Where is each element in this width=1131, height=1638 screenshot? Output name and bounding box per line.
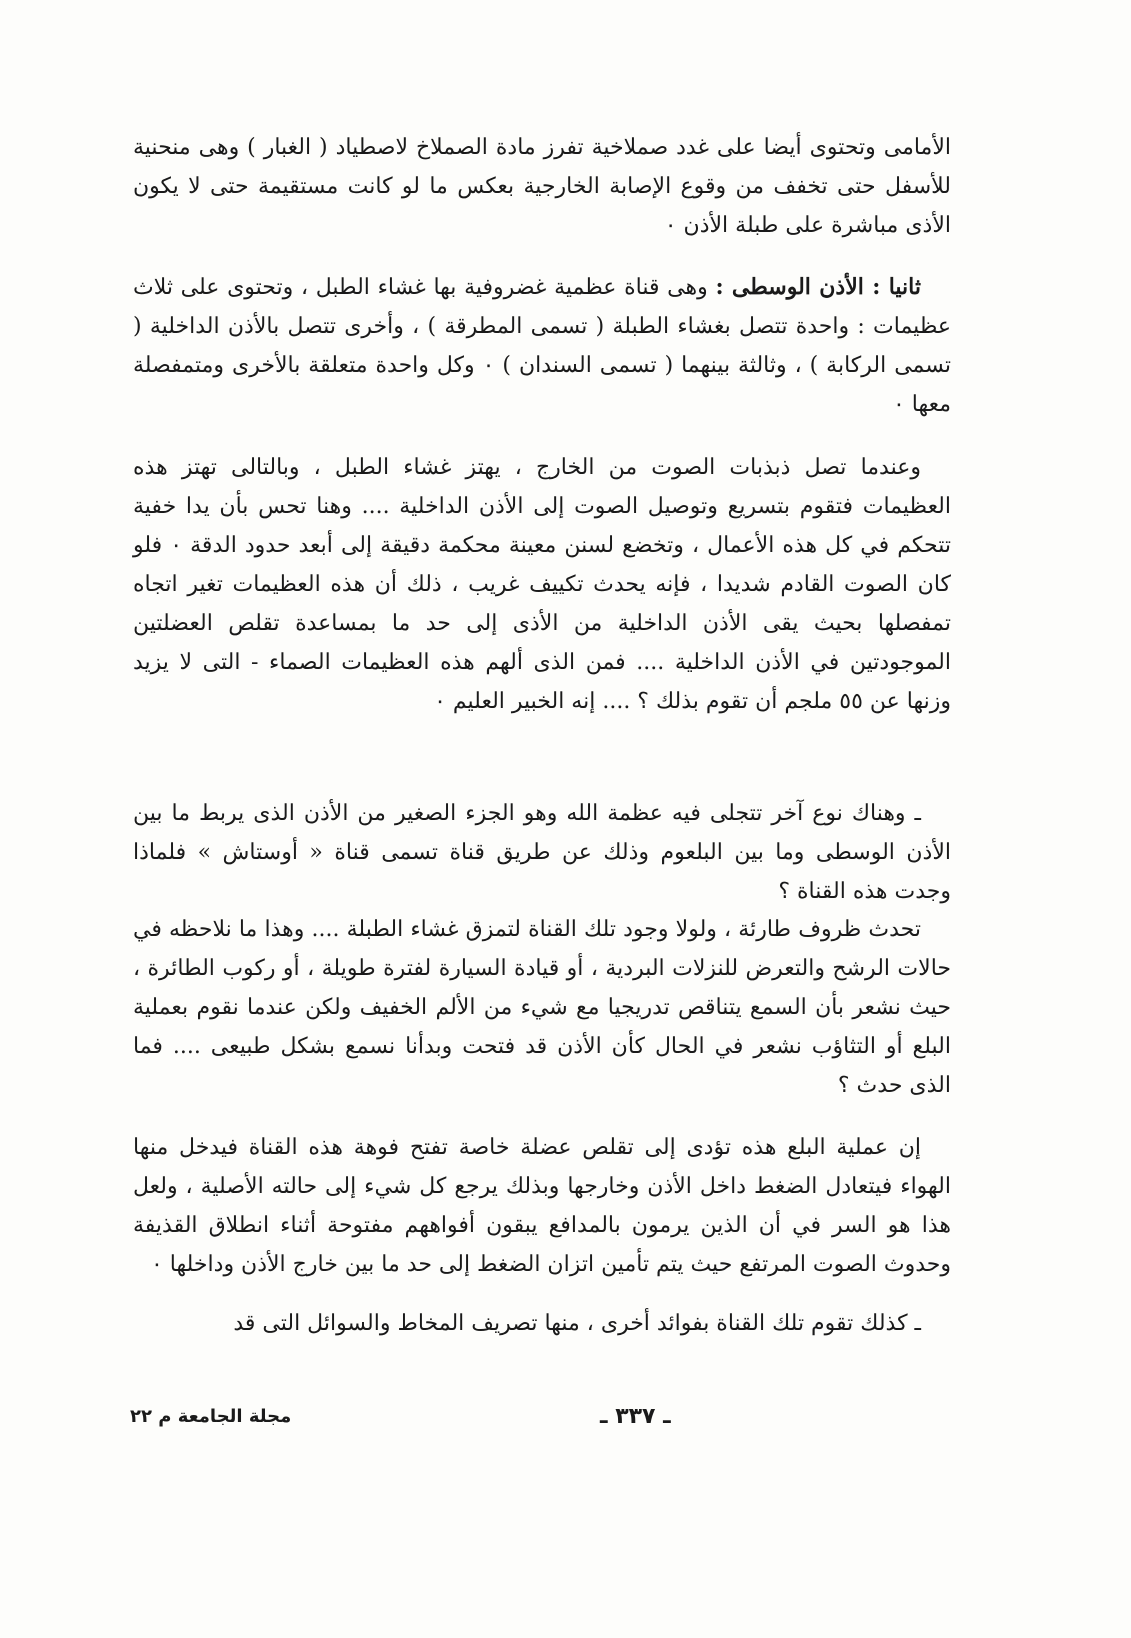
paragraph-7-text: ـ كذلك تقوم تلك القناة بفوائد أخرى ، منها تصريف المخاط والسوائل التى قد [233, 1311, 921, 1336]
section-heading-middle-ear: ثانيا : الأذن الوسطى : [715, 274, 921, 300]
paragraph-6-text: إن عملية البلع هذه تؤدى إلى تقلص عضلة خاصة تفتح فوهة هذه القناة فيدخل منها الهواء فيتعادل الضغط داخل الأذن وخارجها وبذلك يرجع كل شيء إلى حالته الأصلية ، ولعل هذا هو السر في أن الذين يرمون بالمدافع يبقون أفواههم مفتوحة أثناء انطلاق القذيفة وحدوث الصوت المرتفع حيث يتم تأمين اتزان الضغط إلى حد ما بين خارج الأذن وداخلها ٠ [133, 1135, 951, 1277]
paragraph-4-text: ـ وهناك نوع آخر تتجلى فيه عظمة الله وهو الجزء الصغير من الأذن الذى يربط ما بين الأذن الوسطى وما بين البلعوم وذلك عن طريق قناة تسمى قناة « أوستاش » فلماذا وجدت هذه القناة ؟ [133, 801, 951, 904]
paragraph-1-text: الأمامى وتحتوى أيضا على غدد صملاخية تفرز مادة الصملاخ لاصطياد ( الغبار ) وهى منحنية للأسفل حتى تخفف من وقوع الإصابة الخارجية بعكس ما لو كانت مستقيمة حتى لا يكون الأذى مباشرة على طبلة الأذن ٠ [133, 135, 951, 238]
paragraph-6 [133, 1128, 951, 1284]
page-footer [120, 1404, 950, 1444]
paragraph-3-text: وعندما تصل ذبذبات الصوت من الخارج ، يهتز غشاء الطبل ، وبالتالى تهتز هذه العظيمات فتقوم بتسريع وتوصيل الصوت إلى الأذن الداخلية .... وهنا تحس بأن يدا خفية تتحكم في كل هذه الأعمال ، وتخضع لسنن معينة محكمة دقيقة إلى أبعد حدود الدقة ٠ فلو كان الصوت القادم شديدا ، فإنه يحدث تكييف غريب ، ذلك أن هذه العظيمات تغير اتجاه تمفصلها بحيث يقى الأذن الداخلية من الأذى إلى حد ما بمساعدة تقلص العضلتين الموجودتين في الأذن الداخلية .... فمن الذى ألهم هذه العظيمات الصماء - التى لا يزيد وزنها عن ٥٥ ملجم أن تقوم بذلك ؟ .... إنه الخبير العليم ٠ [133, 455, 951, 714]
paragraph-5 [133, 910, 951, 1105]
paragraph-7 [133, 1304, 951, 1343]
paragraph-4 [133, 794, 951, 911]
paragraph-1 [133, 128, 951, 245]
page-number: ـ ٣٣٧ ـ [600, 1404, 671, 1429]
paragraph-2 [133, 268, 951, 424]
paragraph-3 [133, 448, 951, 721]
paragraph-2-text [133, 268, 951, 424]
paragraph-2-body: وهى قناة عظمية غضروفية بها غشاء الطبل ، وتحتوى على ثلاث عظيمات : واحدة تتصل بغشاء الطبلة ( تسمى المطرقة ) ، وأخرى تتصل بالأذن الداخلية ( تسمى الركابة ) ، وثالثة بينهما ( تسمى السندان ) ٠ وكل واحدة متعلقة بالأخرى ومتمفصلة معها ٠ [133, 275, 952, 417]
journal-title: مجلة الجامعة م ٢٢ [130, 1406, 292, 1427]
paragraph-5-text: تحدث ظروف طارئة ، ولولا وجود تلك القناة لتمزق غشاء الطبلة .... وهذا ما نلاحظه في حالات الرشح والتعرض للنزلات البردية ، أو قيادة السيارة لفترة طويلة ، أو ركوب الطائرة ، حيث نشعر بأن السمع يتناقص تدريجيا مع شيء من الألم الخفيف ولكن عندما نقوم بعملية البلع أو التثاؤب نشعر في الحال كأن الأذن قد فتحت وبدأنا نسمع بشكل طبيعى .... فما الذى حدث ؟ [133, 917, 951, 1098]
